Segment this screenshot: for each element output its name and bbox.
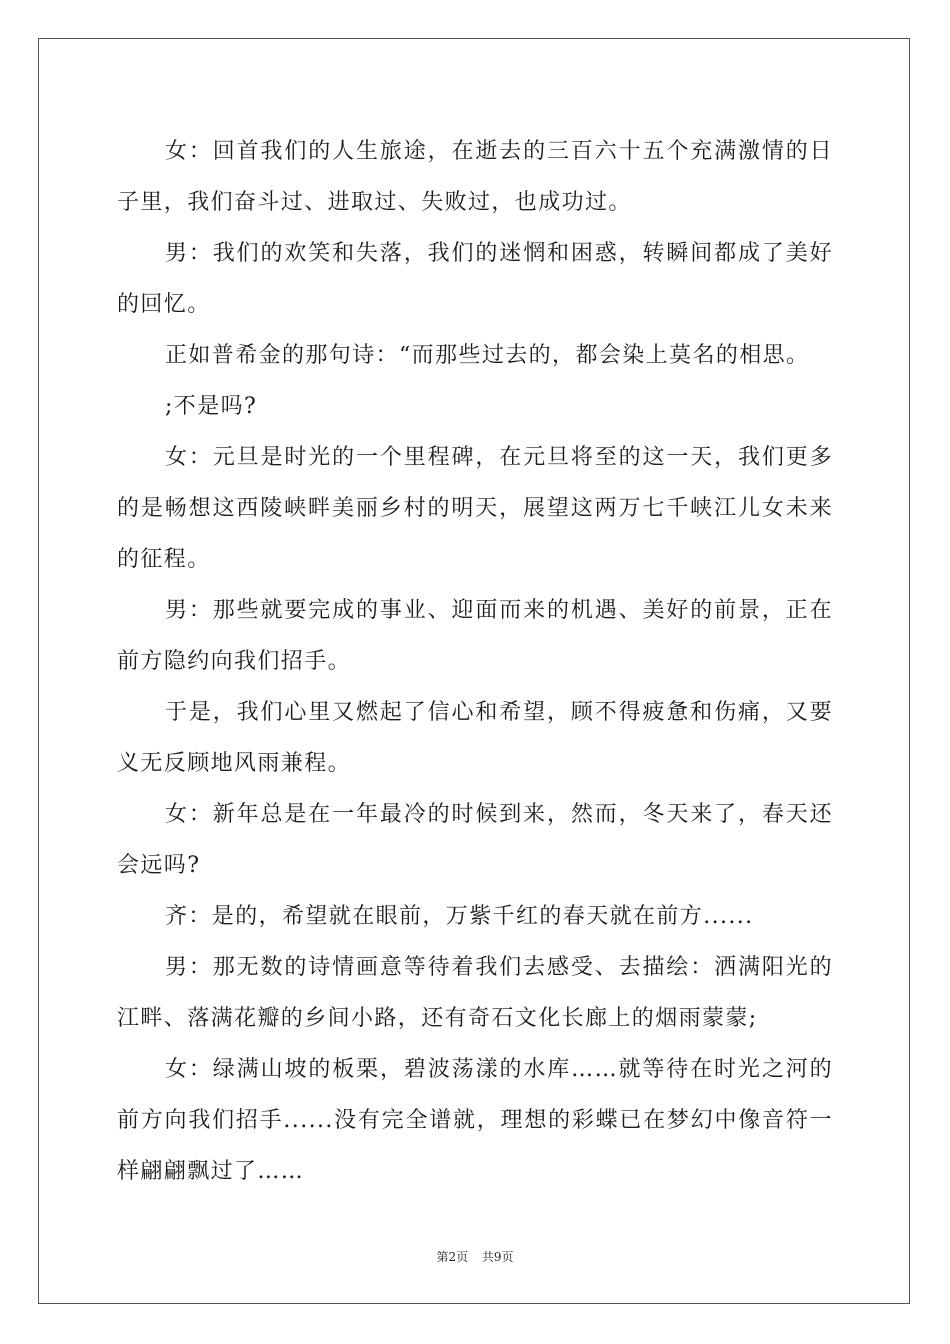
paragraph: 女：新年总是在一年最冷的时候到来，然而，冬天来了，春天还会远吗? [117, 802, 833, 878]
paragraph: 女：绿满山坡的板栗，碧波荡漾的水库……就等待在时光之河的前方向我们招手......没有完全谱就，理想的彩蝶已在梦幻中像音符一样翩翩飘过了…… [117, 1057, 833, 1184]
paragraph: 女：回首我们的人生旅途，在逝去的三百六十五个充满激情的日子里，我们奋斗过、进取过、失败过，也成功过。 [117, 139, 833, 215]
paragraph: ;不是吗? [165, 394, 258, 419]
page-footer [0, 1248, 950, 1265]
paragraph: 正如普希金的那句诗：“而那些过去的，都会染上莫名的相思。 [165, 343, 810, 368]
paragraph: 齐：是的，希望就在眼前，万紫千红的春天就在前方...... [165, 904, 754, 929]
page-number: 第2页 [436, 1250, 469, 1264]
paragraph: 男：那些就要完成的事业、迎面而来的机遇、美好的前景，正在前方隐约向我们招手。 [117, 598, 833, 674]
paragraph: 女：元旦是时光的一个里程碑，在元旦将至的这一天，我们更多的是畅想这西陵峡畔美丽乡村的明天，展望这两万七千峡江儿女未来的征程。 [117, 445, 833, 572]
paragraph: 男：那无数的诗情画意等待着我们去感受、去描绘：洒满阳光的江畔、落满花瓣的乡间小路，还有奇石文化长廊上的烟雨蒙蒙; [117, 955, 833, 1031]
paragraph: 于是，我们心里又燃起了信心和希望，顾不得疲惫和伤痛，又要义无反顾地风雨兼程。 [117, 700, 833, 776]
paragraph: 男：我们的欢笑和失落，我们的迷惘和困惑，转瞬间都成了美好的回忆。 [117, 241, 833, 317]
page-total: 共9页 [481, 1250, 514, 1264]
document-body [117, 126, 833, 1197]
